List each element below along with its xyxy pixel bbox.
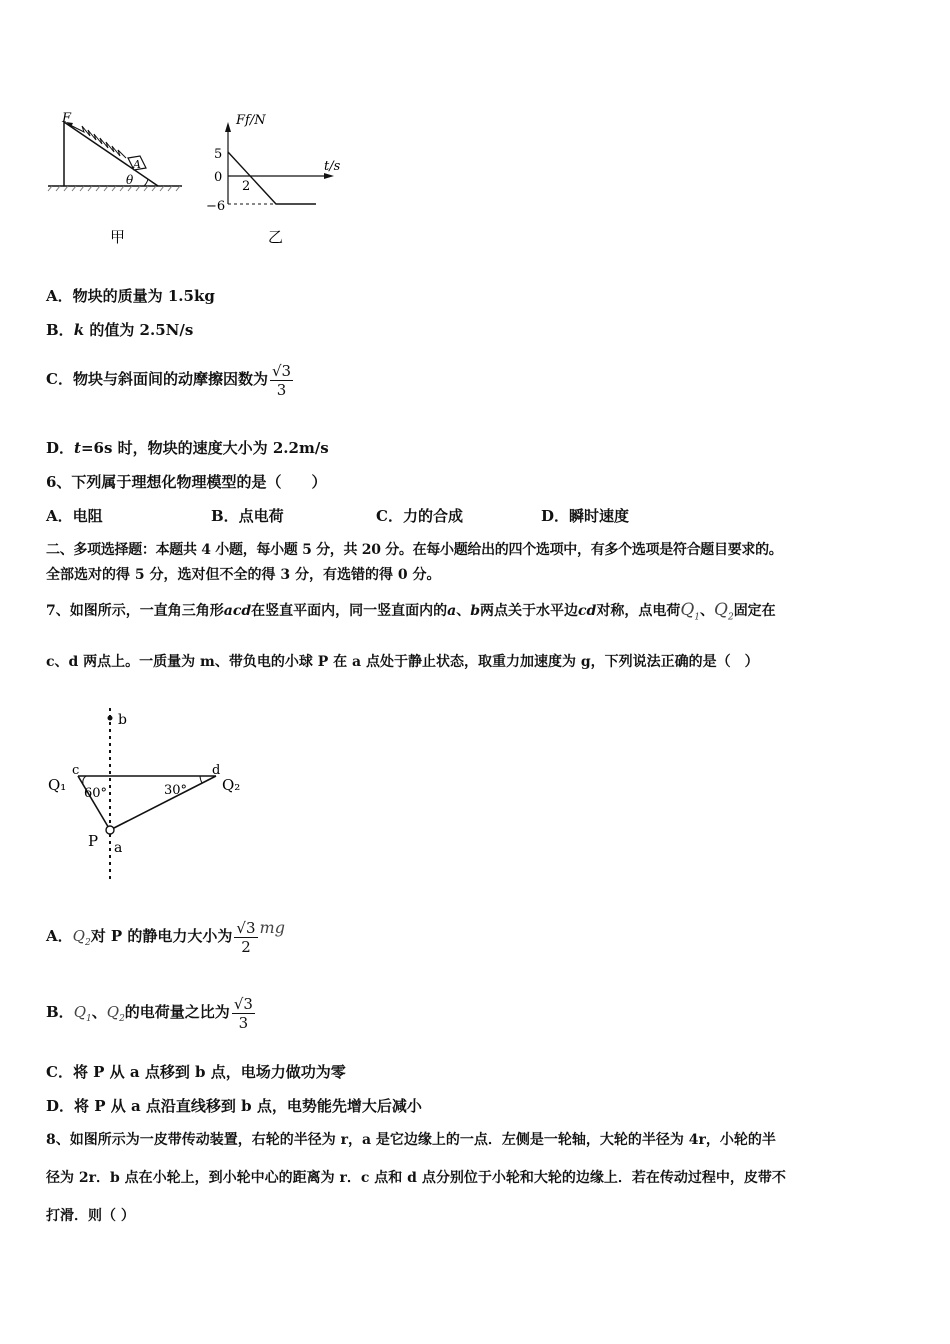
q5-option-a-value: 1.5kg [167,287,215,305]
q6-options [46,506,629,526]
q7-q1-letter: Q [680,600,695,620]
q7-option-b-q1 [73,1003,92,1024]
q7-option-b-q2-sub: 2 [119,1014,125,1024]
q7-acd: acd [223,603,252,619]
q7-option-d: D．将 P 从 a 点沿直线移到 b 点，电势能先增大后减小 [46,1097,422,1115]
q7-option-b-q2 [106,1003,125,1024]
q7-text-2: 在竖直平面内，同一竖直面内的 [251,603,448,619]
q7-option-c: C．将 P 从 a 点移到 b 点，电场力做功为零 [46,1063,346,1081]
q7-option-b [46,980,257,1051]
q7-q1 [680,600,701,623]
q6-option-d: D．瞬时速度 [541,507,630,525]
fig-label-q1: Q₁ [48,776,67,794]
angle-label: θ [126,173,134,187]
q5-option-b-prefix: B． [46,321,74,339]
q7-option-b-q1-sub: 1 [86,1014,92,1024]
jia-label: 甲 [110,228,126,246]
tick-5: 5 [214,147,223,162]
tick-0: 0 [214,170,223,185]
q7-text-3: 两点关于水平边 [480,603,579,619]
figure-incline-and-graph [40,100,400,260]
fig-label-a: a [114,840,123,856]
q7-sep-2: 、 [700,603,715,619]
q5-option-b [46,320,193,340]
fig-angle-30: 30° [164,783,188,798]
q6-stem: 6、下列属于理想化物理模型的是（ ） [46,473,327,491]
figure-q7-triangle [40,690,270,890]
fig-label-d: d [212,763,221,778]
q6-option-c: C．力的合成 [376,507,463,525]
q7-option-b-sep: 、 [91,1003,107,1021]
q7-q2 [714,600,734,623]
q7-text-1: 7、如图所示，一直角三角形 [46,603,224,619]
figure-jia [48,111,182,246]
q7-sep: 、 [456,603,471,619]
yi-label: 乙 [268,228,284,246]
fig-label-b: b [118,712,127,728]
section2-heading-line1: 二、多项选择题：本题共 4 小题，每小题 5 分，共 20 分。在每小题给出的四个选项中，有多个选项是符合题目要求的。 [46,542,783,558]
axis-y-label: Ff/N [236,113,266,128]
block-label: A [133,158,141,171]
fig-label-c: c [72,763,80,778]
fraction-denominator: 2 [241,937,251,956]
q5-option-d [46,438,329,458]
q7-b: b [470,603,481,619]
q7-option-a-prefix: A． [46,927,73,945]
fraction-denominator: 3 [238,1013,249,1032]
q7-option-b-q2-letter: Q [106,1003,120,1021]
q7-q2-letter: Q [714,600,728,620]
q7-option-b-prefix: B． [46,1003,74,1021]
q5-option-d-prefix: D． [46,439,75,457]
q7-q2-sub: 2 [727,612,734,623]
figure-yi-graph [206,113,341,246]
q6-option-a: A．电阻 [46,507,103,525]
q7-option-a [46,896,285,975]
fraction-sqrt3-over-2 [234,919,257,956]
force-label: F [62,111,72,126]
q7-option-b-q1-letter: Q [73,1003,86,1021]
fraction-sqrt3-over-3-b [232,995,255,1032]
q7-cd: cd [578,603,597,619]
q5-option-d-suffix: =6s 时，物块的速度大小为 2.2m/s [80,439,329,457]
fraction-sqrt3-over-3 [270,362,293,399]
fraction-numerator: √3 [271,361,292,380]
q5-option-a [46,286,215,306]
q5-option-b-suffix: 的值为 2.5N/s [84,321,194,339]
q5-option-c [46,356,295,402]
fig-label-q2: Q₂ [222,776,241,794]
q7-q1-sub: 1 [694,612,701,623]
q7-stem-line2: c、d 两点上。一质量为 m、带负电的小球 P 在 a 点处于静止状态，取重力加速度为 g，下列说法正确的是（ ） [46,654,759,670]
q8-stem-line3: 打滑．则（ ） [46,1208,135,1224]
q7-option-b-text: 的电荷量之比为 [124,1003,230,1021]
fraction-numerator: √3 [233,994,253,1013]
q8-stem-line1: 8、如图所示为一皮带传动装置，右轮的半径为 r，a 是它边缘上的一点．左侧是一轮轴，大轮的半径为 4r，小轮的半 [46,1132,776,1148]
tick-2: 2 [242,179,251,194]
q5-option-d-var: t [74,439,81,457]
q5-option-a-text: A．物块的质量为 [46,287,168,305]
tick-neg6: −6 [206,199,226,214]
section2-heading-line2: 全部选对的得 5 分，选对但不全的得 3 分，有选错的得 0 分。 [46,567,441,583]
q7-option-a-q-sub: 2 [84,938,91,948]
q7-option-a-mg: mg [259,918,285,937]
q7-option-a-q2 [72,927,91,948]
q7-stem-line1 [46,600,776,627]
q5-option-c-text: C．物块与斜面间的动摩擦因数为 [46,370,268,388]
axis-x-label: t/s [324,159,341,174]
fig-label-p: P [88,832,99,850]
q8-stem-line2: 径为 2r．b 点在小轮上，到小轮中心的距离为 r．c 点和 d 点分别位于小轮和大轮的边缘上．若在传动过程中，皮带不 [46,1170,786,1186]
fraction-denominator: 3 [276,380,287,399]
q7-option-a-q-letter: Q [72,927,85,945]
q7-text-4: 对称，点电荷 [596,603,681,619]
q6-option-b: B．点电荷 [211,507,284,525]
q5-option-b-var: k [73,321,85,339]
q7-option-a-text: 对 P 的静电力大小为 [90,927,233,945]
fraction-numerator: √3 [236,918,256,937]
q7-a: a [447,603,457,619]
fig-angle-60: 60° [84,786,108,801]
q7-text-5: 固定在 [733,603,776,619]
